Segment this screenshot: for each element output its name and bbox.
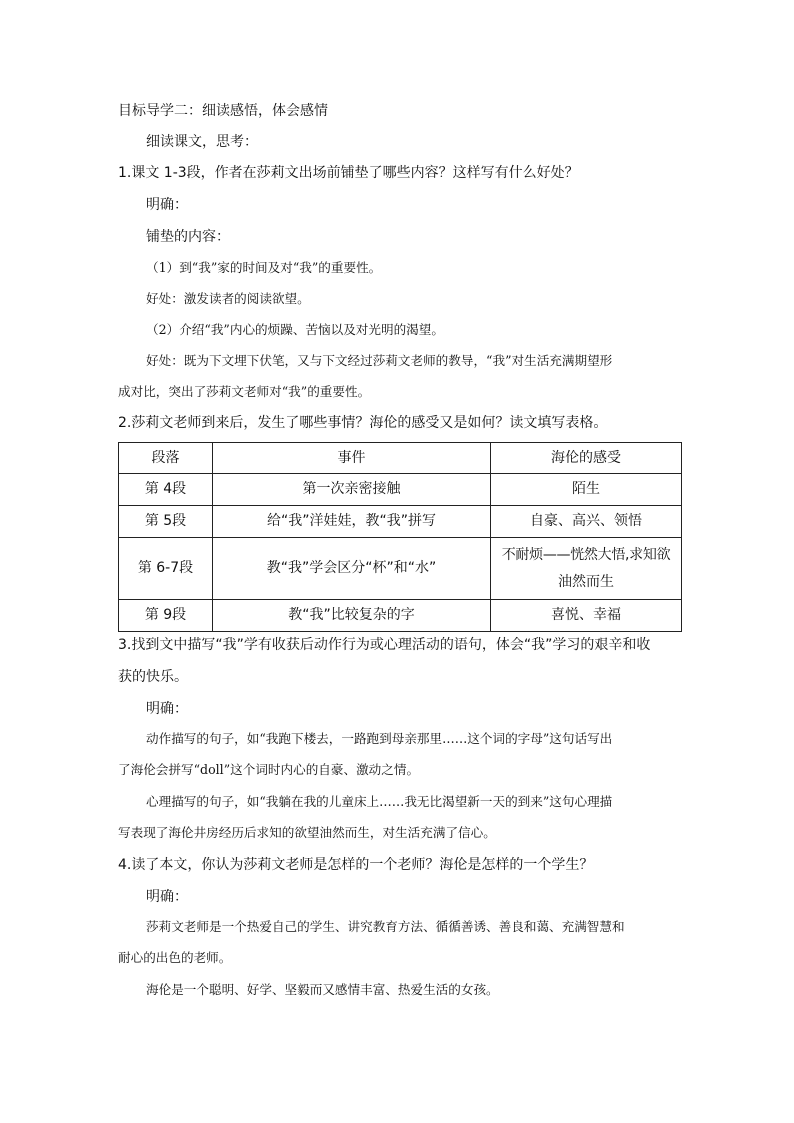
cell-paragraph: 第 9段 — [119, 600, 213, 632]
cell-event: 给“我”洋娃娃，教“我”拼写 — [213, 506, 491, 538]
header-feeling: 海伦的感受 — [491, 443, 682, 474]
q1-item-1: （1）到“我”家的时间及对“我”的重要性。 — [146, 260, 382, 275]
question-3-line1: 3.找到文中描写“我”学有收获后动作行为或心理活动的语句，体会“我”学习的艰辛和收 — [118, 637, 651, 653]
feeling-text-line2: 油然而生 — [558, 573, 614, 590]
feeling-text: 喜悦、幸福 — [551, 607, 621, 624]
q1-benefit-1: 好处：激发读者的阅读欲望。 — [146, 291, 310, 306]
cell-feeling — [491, 506, 682, 538]
table-row — [119, 474, 682, 506]
q1-benefit-2-line2: 成对比，突出了莎莉文老师对“我”的重要性。 — [118, 384, 371, 399]
q3-action-line2: 了海伦会拼写“doll”这个词时内心的自豪、激动之情。 — [118, 762, 420, 777]
feeling-text-line1: 不耐烦——恍然大悟,求知欲 — [501, 546, 671, 563]
q4-teacher-line2: 耐心的出色的老师。 — [118, 950, 232, 965]
cell-feeling — [491, 600, 682, 632]
question-3-line2: 获的快乐。 — [118, 669, 188, 685]
header-event: 事件 — [213, 443, 491, 474]
answer-label-3: 明确： — [146, 701, 188, 717]
table-row — [119, 538, 682, 600]
cell-paragraph: 第 5段 — [119, 506, 213, 538]
section-intro: 细读课文，思考： — [146, 134, 258, 150]
cell-event: 教“我”比较复杂的字 — [213, 600, 491, 632]
cell-paragraph: 第 6-7段 — [119, 538, 213, 600]
feeling-text: 自豪、高兴、领悟 — [530, 513, 642, 530]
section-heading: 目标导学二：细读感悟，体会感情 — [118, 103, 328, 119]
question-4: 4.读了本文，你认为莎莉文老师是怎样的一个老师？海伦是怎样的一个学生？ — [118, 857, 594, 873]
q1-item-2: （2）介绍“我”内心的烦躁、苦恼以及对光明的渴望。 — [146, 322, 444, 337]
answer-label-1: 明确： — [146, 197, 188, 213]
content-label: 铺垫的内容： — [146, 229, 230, 245]
answer-label-4: 明确： — [146, 889, 188, 905]
feeling-text: 陌生 — [572, 481, 600, 498]
table-header-row — [119, 443, 682, 474]
cell-event: 教“我”学会区分“杯”和“水” — [213, 538, 491, 600]
q4-teacher-line1: 莎莉文老师是一个热爱自己的学生、讲究教育方法、循循善诱、善良和蔼、充满智慧和 — [146, 919, 625, 934]
table-row — [119, 506, 682, 538]
q3-action-line1: 动作描写的句子，如“我跑下楼去，一路跑到母亲那里……这个词的字母”这句话写出 — [146, 731, 613, 746]
question-2: 2.莎莉文老师到来后，发生了哪些事情？海伦的感受又是如何？读文填写表格。 — [118, 415, 608, 431]
q1-benefit-2-line1: 好处：既为下文埋下伏笔，又与下文经过莎莉文老师的教导，“我”对生活充满期望形 — [146, 353, 613, 368]
cell-feeling — [491, 538, 682, 600]
question-1: 1.课文 1-3段，作者在莎莉文出场前铺垫了哪些内容？这样写有什么好处？ — [118, 165, 579, 181]
q3-mental-line1: 心理描写的句子，如“我躺在我的儿童床上……我无比渴望新一天的到来”这句心理描 — [146, 794, 613, 809]
table-row — [119, 600, 682, 632]
header-paragraph: 段落 — [119, 443, 213, 474]
cell-feeling — [491, 474, 682, 506]
q3-mental-line2: 写表现了海伦井房经历后求知的欲望油然而生，对生活充满了信心。 — [118, 825, 496, 840]
cell-paragraph: 第 4段 — [119, 474, 213, 506]
cell-event: 第一次亲密接触 — [213, 474, 491, 506]
q4-student: 海伦是一个聪明、好学、坚毅而又感情丰富、热爱生活的女孩。 — [146, 982, 499, 997]
feelings-table — [118, 442, 682, 632]
